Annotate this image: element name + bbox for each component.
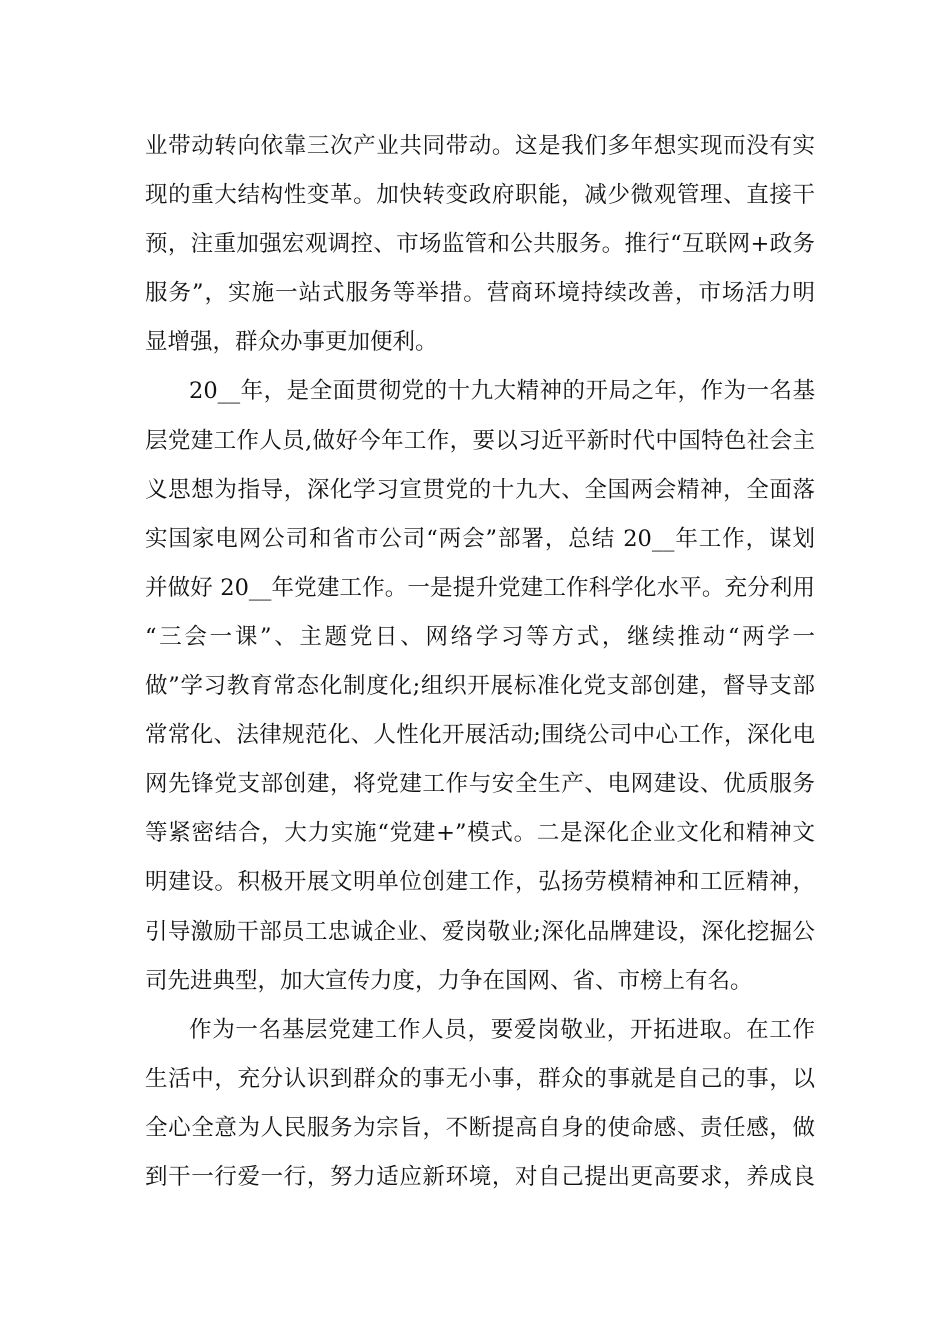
text-line: 义思想为指导，深化学习宣贯党的十九大、全国两会精神，全面落 bbox=[145, 476, 815, 503]
text-line: 20__年，是全面贯彻党的十九大精神的开局之年，作为一名基 bbox=[189, 378, 815, 405]
text-line: 做”学习教育常态化制度化;组织开展标准化党支部创建，督导支部 bbox=[145, 673, 815, 700]
text-line: 生活中，充分认识到群众的事无小事，群众的事就是自己的事，以 bbox=[145, 1065, 815, 1092]
paragraph bbox=[145, 367, 815, 1005]
text-line: 司先进典型，加大宣传力度，力争在国网、省、市榜上有名。 bbox=[145, 967, 753, 994]
document-body bbox=[145, 122, 815, 1202]
text-line: 明建设。积极开展文明单位创建工作，弘扬劳模精神和工匠精神， bbox=[145, 869, 815, 896]
text-line: 实国家电网公司和省市公司“两会”部署，总结 20__年工作，谋划 bbox=[145, 525, 815, 552]
text-line: 网先锋党支部创建，将党建工作与安全生产、电网建设、优质服务 bbox=[145, 771, 815, 798]
text-line: 现的重大结构性变革。加快转变政府职能，减少微观管理、直接干 bbox=[145, 182, 815, 209]
text-line: “三会一课”、主题党日、网络学习等方式，继续推动“两学一 bbox=[145, 623, 815, 650]
text-line: 业带动转向依靠三次产业共同带动。这是我们多年想实现而没有实 bbox=[145, 133, 815, 159]
text-line: 到干一行爱一行，努力适应新环境，对自己提出更高要求，养成良 bbox=[145, 1163, 815, 1190]
text-line: 作为一名基层党建工作人员，要爱岗敬业，开拓进取。在工作 bbox=[189, 1016, 815, 1043]
text-line: 等紧密结合，大力实施“党建+”模式。二是深化企业文化和精神文 bbox=[145, 820, 815, 847]
text-line: 预，注重加强宏观调控、市场监管和公共服务。推行“互联网+政务 bbox=[145, 231, 815, 258]
text-line: 引导激励干部员工忠诚企业、爱岗敬业;深化品牌建设，深化挖掘公 bbox=[145, 918, 815, 945]
text-line: 全心全意为人民服务为宗旨，不断提高自身的使命感、责任感，做 bbox=[145, 1114, 815, 1141]
text-line: 显增强，群众办事更加便利。 bbox=[145, 329, 438, 356]
text-line: 服务”，实施一站式服务等举措。营商环境持续改善，市场活力明 bbox=[145, 280, 815, 307]
text-line: 常常化、法律规范化、人性化开展活动;围绕公司中心工作，深化电 bbox=[145, 722, 815, 749]
text-line: 层党建工作人员,做好今年工作，要以习近平新时代中国特色社会主 bbox=[145, 427, 815, 454]
text-line: 并做好 20__年党建工作。一是提升党建工作科学化水平。充分利用 bbox=[145, 574, 815, 601]
paragraph bbox=[145, 122, 815, 367]
paragraph bbox=[145, 1006, 815, 1202]
